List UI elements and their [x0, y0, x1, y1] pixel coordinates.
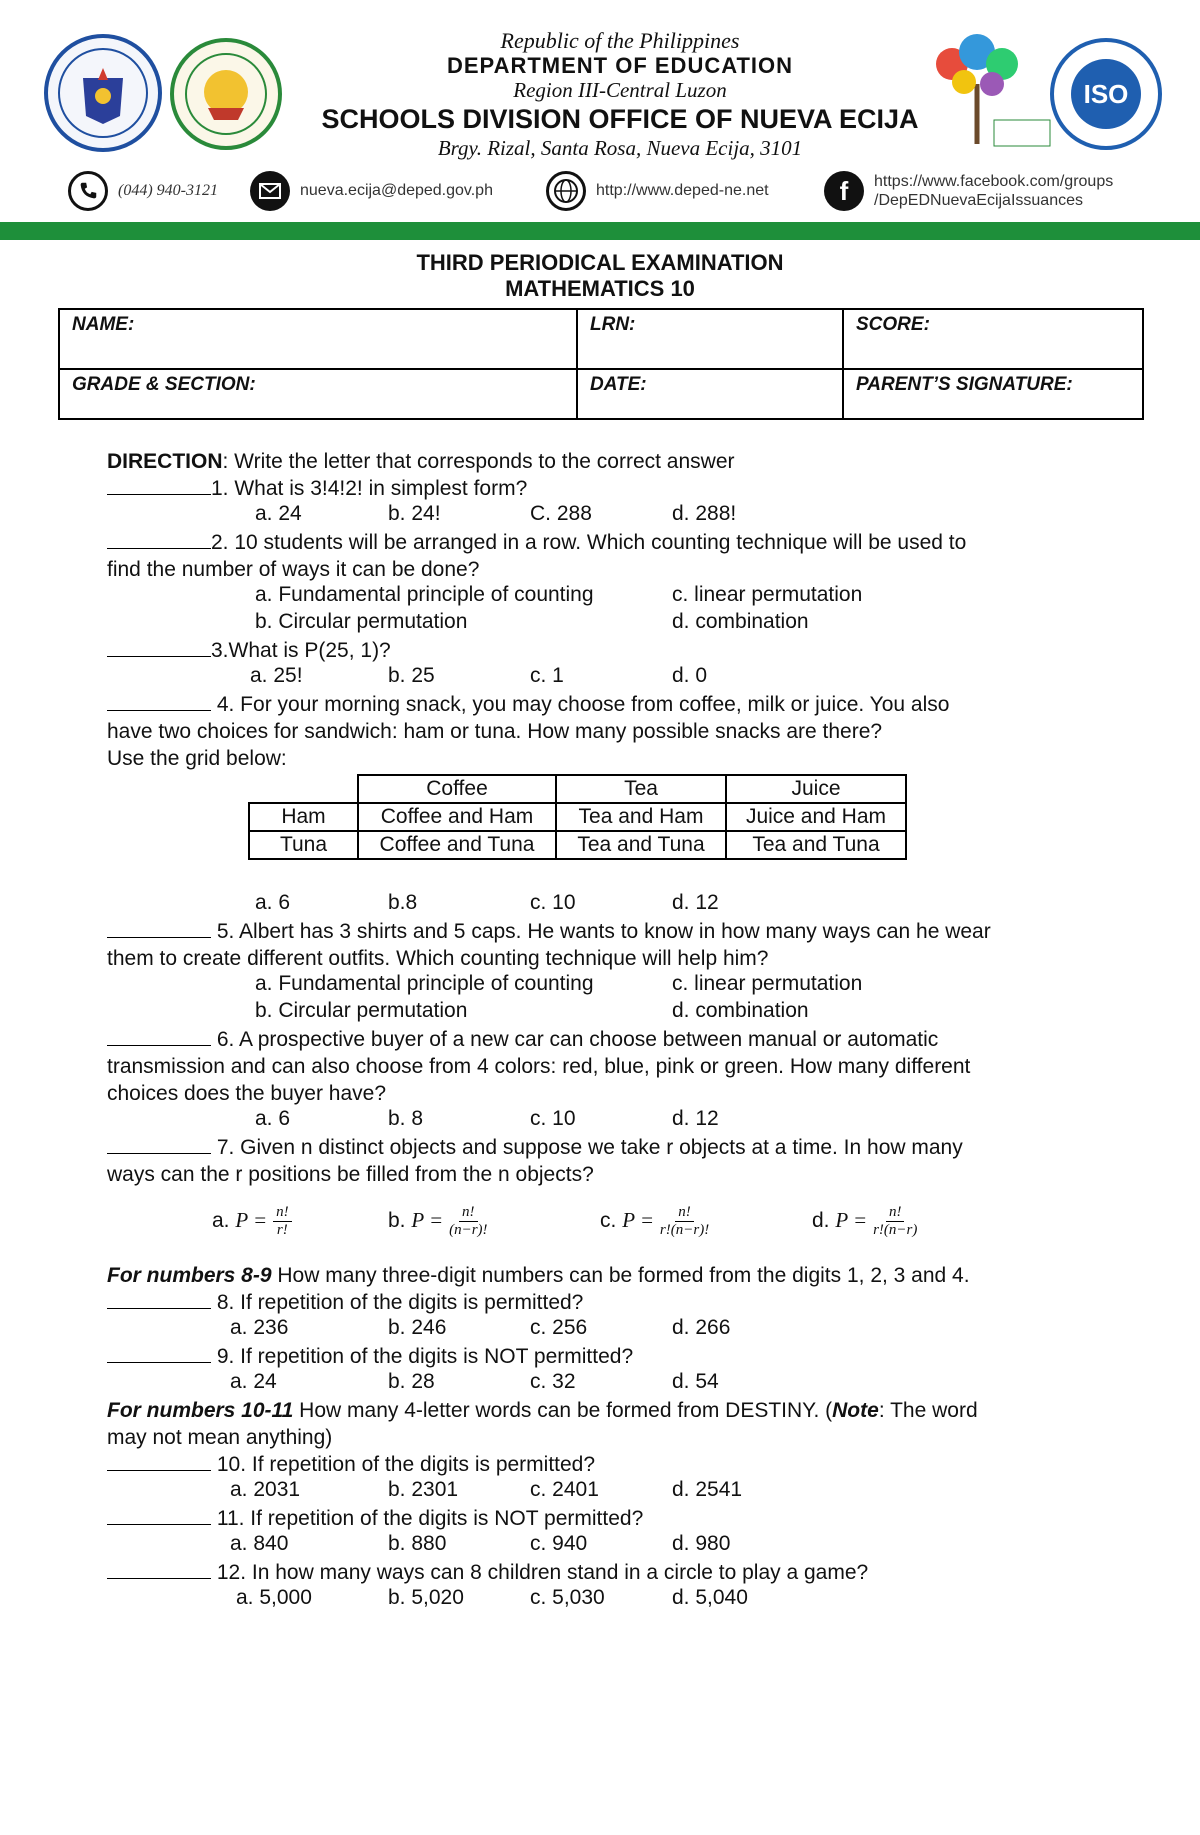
phone-text: (044) 940-3121 [118, 182, 218, 199]
q7-line-2: ways can the r positions be filled from the n objects? [107, 1163, 594, 1186]
question-9 [107, 1343, 633, 1370]
for-10-11-text-2: : The word [878, 1399, 978, 1422]
q3-option-b: b. 25 [388, 664, 435, 687]
division-emblem-icon [174, 42, 278, 146]
q3-option-d: d. 0 [672, 664, 708, 687]
date-cell[interactable]: DATE: [577, 369, 843, 419]
exam-subject: MATHEMATICS 10 [505, 276, 695, 301]
for-8-9-label: For numbers 8-9 [107, 1264, 272, 1287]
answer-blank-1[interactable] [107, 476, 211, 495]
greater-heights-logo [902, 24, 1052, 154]
q11-option-d: d. 980 [672, 1532, 731, 1555]
q7-a-fraction [273, 1204, 292, 1239]
q5-option-b: b. Circular permutation [255, 999, 468, 1022]
q9-option-a: a. 24 [230, 1370, 277, 1393]
q3-text: 3.What is P(25, 1)? [211, 639, 391, 662]
direction-text: : Write the letter that corresponds to the correct answer [222, 450, 735, 473]
q10-option-d: d. 2541 [672, 1478, 743, 1501]
q7-c-p: P = [622, 1208, 655, 1233]
q1-option-d: d. 288! [672, 502, 737, 525]
grid-header-coffee: Coffee [358, 775, 556, 803]
q7-option-a [212, 1204, 292, 1239]
q12-option-d: d. 5,040 [672, 1586, 748, 1609]
q10-option-b: b. 2301 [388, 1478, 459, 1501]
grid-header-tea: Tea [556, 775, 726, 803]
q11-option-c: c. 940 [530, 1532, 588, 1555]
question-5 [107, 918, 991, 945]
question-10 [107, 1451, 595, 1478]
q2-line-1: 2. 10 students will be arranged in a row. Which counting technique will be used to [211, 531, 967, 554]
facebook-text[interactable] [874, 172, 1113, 210]
q4-line-2: have two choices for sandwich: ham or tuna. How many possible snacks are there? [107, 720, 883, 743]
answer-blank-12[interactable] [107, 1560, 211, 1579]
q10-option-a: a. 2031 [230, 1478, 301, 1501]
q6-option-d: d. 12 [672, 1107, 719, 1130]
grid-corner [249, 775, 358, 803]
q6-option-b: b. 8 [388, 1107, 424, 1130]
q7-option-b [388, 1204, 488, 1239]
parent-signature-cell[interactable]: PARENT’S SIGNATURE: [843, 369, 1143, 419]
direction [107, 448, 735, 475]
q4-option-d: d. 12 [672, 891, 719, 914]
header-green-bar [0, 222, 1200, 240]
student-info-table [58, 308, 1144, 420]
header-department: DEPARTMENT OF EDUCATION [446, 53, 794, 78]
q4-option-b: b.8 [388, 891, 418, 914]
q9-option-c: c. 32 [530, 1370, 576, 1393]
q1-option-a: a. 24 [255, 502, 302, 525]
q6-option-c: c. 10 [530, 1107, 576, 1130]
q4-option-c: c. 10 [530, 891, 576, 914]
q7-a-den: r! [276, 1222, 288, 1238]
q8-text: 8. If repetition of the digits is permitted? [211, 1291, 584, 1314]
q4-option-a: a. 6 [255, 891, 291, 914]
header-region: Region III-Central Luzon [513, 78, 727, 102]
grid-cell: Tea and Ham [556, 803, 726, 831]
q3-option-a: a. 25! [250, 664, 303, 687]
answer-blank-5[interactable] [107, 919, 211, 938]
question-6 [107, 1026, 938, 1053]
q7-d-p: P = [835, 1208, 868, 1233]
tree-icon [902, 24, 1052, 154]
instruction-8-9 [107, 1262, 970, 1289]
deped-seal-logo [44, 34, 162, 152]
q7-d-num: n! [886, 1204, 905, 1222]
q2-line-2: find the number of ways it can be done? [107, 558, 480, 581]
website-text[interactable]: http://www.deped-ne.net [596, 182, 769, 199]
q7-c-fraction [660, 1204, 709, 1239]
q11-option-a: a. 840 [230, 1532, 289, 1555]
q6-line-3: choices does the buyer have? [107, 1082, 387, 1105]
q8-option-a: a. 236 [230, 1316, 289, 1339]
instruction-10-11 [107, 1397, 978, 1424]
question-4 [107, 691, 949, 718]
q12-option-a: a. 5,000 [236, 1586, 312, 1609]
answer-blank-2[interactable] [107, 530, 211, 549]
email-text[interactable]: nueva.ecija@deped.gov.ph [300, 182, 493, 199]
seal-emblem-icon [48, 38, 158, 148]
answer-blank-8[interactable] [107, 1290, 211, 1309]
q7-d-fraction [873, 1204, 917, 1239]
q7-c-label: c. [600, 1209, 617, 1233]
q12-option-b: b. 5,020 [388, 1586, 464, 1609]
q5-option-a: a. Fundamental principle of counting [255, 972, 594, 995]
score-cell[interactable]: SCORE: [843, 309, 1143, 369]
q8-option-d: d. 266 [672, 1316, 731, 1339]
q7-b-den: (n−r)! [449, 1222, 488, 1238]
for-8-9-text: How many three-digit numbers can be formed from the digits 1, 2, 3 and 4. [271, 1264, 970, 1287]
q1-option-b: b. 24! [388, 502, 441, 525]
header-address: Brgy. Rizal, Santa Rosa, Nueva Ecija, 3101 [437, 136, 803, 160]
grid-row-label: Tuna [249, 831, 358, 859]
for-10-11-note: Note [832, 1399, 879, 1422]
q2-option-a: a. Fundamental principle of counting [255, 583, 594, 606]
q6-line-2: transmission and can also choose from 4 colors: red, blue, pink or green. How many different [107, 1055, 971, 1078]
q8-option-c: c. 256 [530, 1316, 588, 1339]
for-10-11-label: For numbers 10-11 [107, 1399, 294, 1422]
grid-cell: Juice and Ham [726, 803, 906, 831]
q4-line-1: 4. For your morning snack, you may choose from coffee, milk or juice. You also [211, 693, 950, 716]
answer-blank-11[interactable] [107, 1506, 211, 1525]
q2-option-b: b. Circular permutation [255, 610, 468, 633]
for-10-11-line-2: may not mean anything) [107, 1426, 333, 1449]
answer-blank-7[interactable] [107, 1135, 211, 1154]
q11-option-b: b. 880 [388, 1532, 447, 1555]
q10-option-c: c. 2401 [530, 1478, 599, 1501]
lrn-cell[interactable]: LRN: [577, 309, 843, 369]
q7-line-1: 7. Given n distinct objects and suppose we take r objects at a time. In how many [211, 1136, 963, 1159]
contact-website [546, 168, 769, 214]
q7-b-p: P = [411, 1208, 444, 1233]
q7-c-num: n! [675, 1204, 694, 1222]
question-12 [107, 1559, 868, 1586]
contact-facebook [824, 168, 1113, 214]
mail-icon [250, 171, 290, 211]
header-republic: Republic of the Philippines [500, 28, 740, 53]
q5-option-c: c. linear permutation [672, 972, 863, 995]
direction-label: DIRECTION [107, 450, 223, 473]
q7-option-c [600, 1204, 709, 1239]
q7-d-label: d. [812, 1209, 830, 1233]
q9-text: 9. If repetition of the digits is NOT permitted? [211, 1345, 634, 1368]
exam-title: THIRD PERIODICAL EXAMINATION [416, 250, 784, 275]
answer-blank-9[interactable] [107, 1344, 211, 1363]
phone-icon [68, 171, 108, 211]
grid-row-label: Ham [249, 803, 358, 831]
q7-a-p: P = [235, 1208, 268, 1233]
answer-blank-3[interactable] [107, 638, 211, 657]
q12-text: 12. In how many ways can 8 children stand in a circle to play a game? [211, 1561, 869, 1584]
snack-grid-table [248, 774, 907, 860]
q7-d-den: r!(n−r) [873, 1222, 918, 1238]
q1-text: 1. What is 3!4!2! in simplest form? [211, 477, 528, 500]
iso-badge: ISO [1071, 59, 1141, 129]
q7-c-den: r!(n−r)! [659, 1222, 710, 1238]
grade-section-cell[interactable]: GRADE & SECTION: [59, 369, 577, 419]
q8-option-b: b. 246 [388, 1316, 447, 1339]
answer-blank-4[interactable] [107, 692, 211, 711]
name-cell[interactable]: NAME: [59, 309, 577, 369]
contact-email [250, 168, 493, 214]
question-8 [107, 1289, 583, 1316]
q7-b-fraction [449, 1204, 487, 1239]
q12-option-c: c. 5,030 [530, 1586, 605, 1609]
q6-line-1: 6. A prospective buyer of a new car can choose between manual or automatic [211, 1028, 939, 1051]
question-11 [107, 1505, 643, 1532]
iso-certified-logo [1050, 38, 1162, 150]
answer-blank-10[interactable] [107, 1452, 211, 1471]
for-10-11-text-1: How many 4-letter words can be formed from DESTINY. ( [293, 1399, 833, 1422]
grid-cell: Coffee and Ham [358, 803, 556, 831]
division-seal-logo [170, 38, 282, 150]
q7-option-d [812, 1204, 917, 1239]
q5-line-1: 5. Albert has 3 shirts and 5 caps. He wants to know in how many ways can he wear [211, 920, 991, 943]
q7-a-num: n! [273, 1204, 292, 1222]
grid-cell: Tea and Tuna [556, 831, 726, 859]
q9-option-d: d. 54 [672, 1370, 719, 1393]
q6-option-a: a. 6 [255, 1107, 291, 1130]
q1-option-c: C. 288 [530, 502, 592, 525]
facebook-line-2: /DepEDNuevaEcijaIssuances [874, 192, 1083, 209]
q11-text: 11. If repetition of the digits is NOT permitted? [211, 1507, 644, 1530]
header-office: SCHOOLS DIVISION OFFICE OF NUEVA ECIJA [321, 104, 919, 134]
globe-icon [546, 171, 586, 211]
q9-option-b: b. 28 [388, 1370, 435, 1393]
grid-cell: Tea and Tuna [726, 831, 906, 859]
q10-text: 10. If repetition of the digits is permitted? [211, 1453, 596, 1476]
q2-option-d: d. combination [672, 610, 809, 633]
question-1 [107, 475, 527, 502]
facebook-icon: f [824, 171, 864, 211]
question-7 [107, 1134, 963, 1161]
question-2 [107, 529, 966, 556]
grid-cell: Coffee and Tuna [358, 831, 556, 859]
q2-option-c: c. linear permutation [672, 583, 863, 606]
answer-blank-6[interactable] [107, 1027, 211, 1046]
q7-b-num: n! [459, 1204, 478, 1222]
q3-option-c: c. 1 [530, 664, 564, 687]
grid-header-juice: Juice [726, 775, 906, 803]
q4-line-3: Use the grid below: [107, 747, 287, 770]
facebook-line-1: https://www.facebook.com/groups [874, 173, 1114, 190]
q5-option-d: d. combination [672, 999, 809, 1022]
q7-b-label: b. [388, 1209, 406, 1233]
question-3 [107, 637, 391, 664]
q7-a-label: a. [212, 1209, 230, 1233]
contact-phone [68, 168, 218, 214]
q5-line-2: them to create different outfits. Which counting technique will help him? [107, 947, 769, 970]
